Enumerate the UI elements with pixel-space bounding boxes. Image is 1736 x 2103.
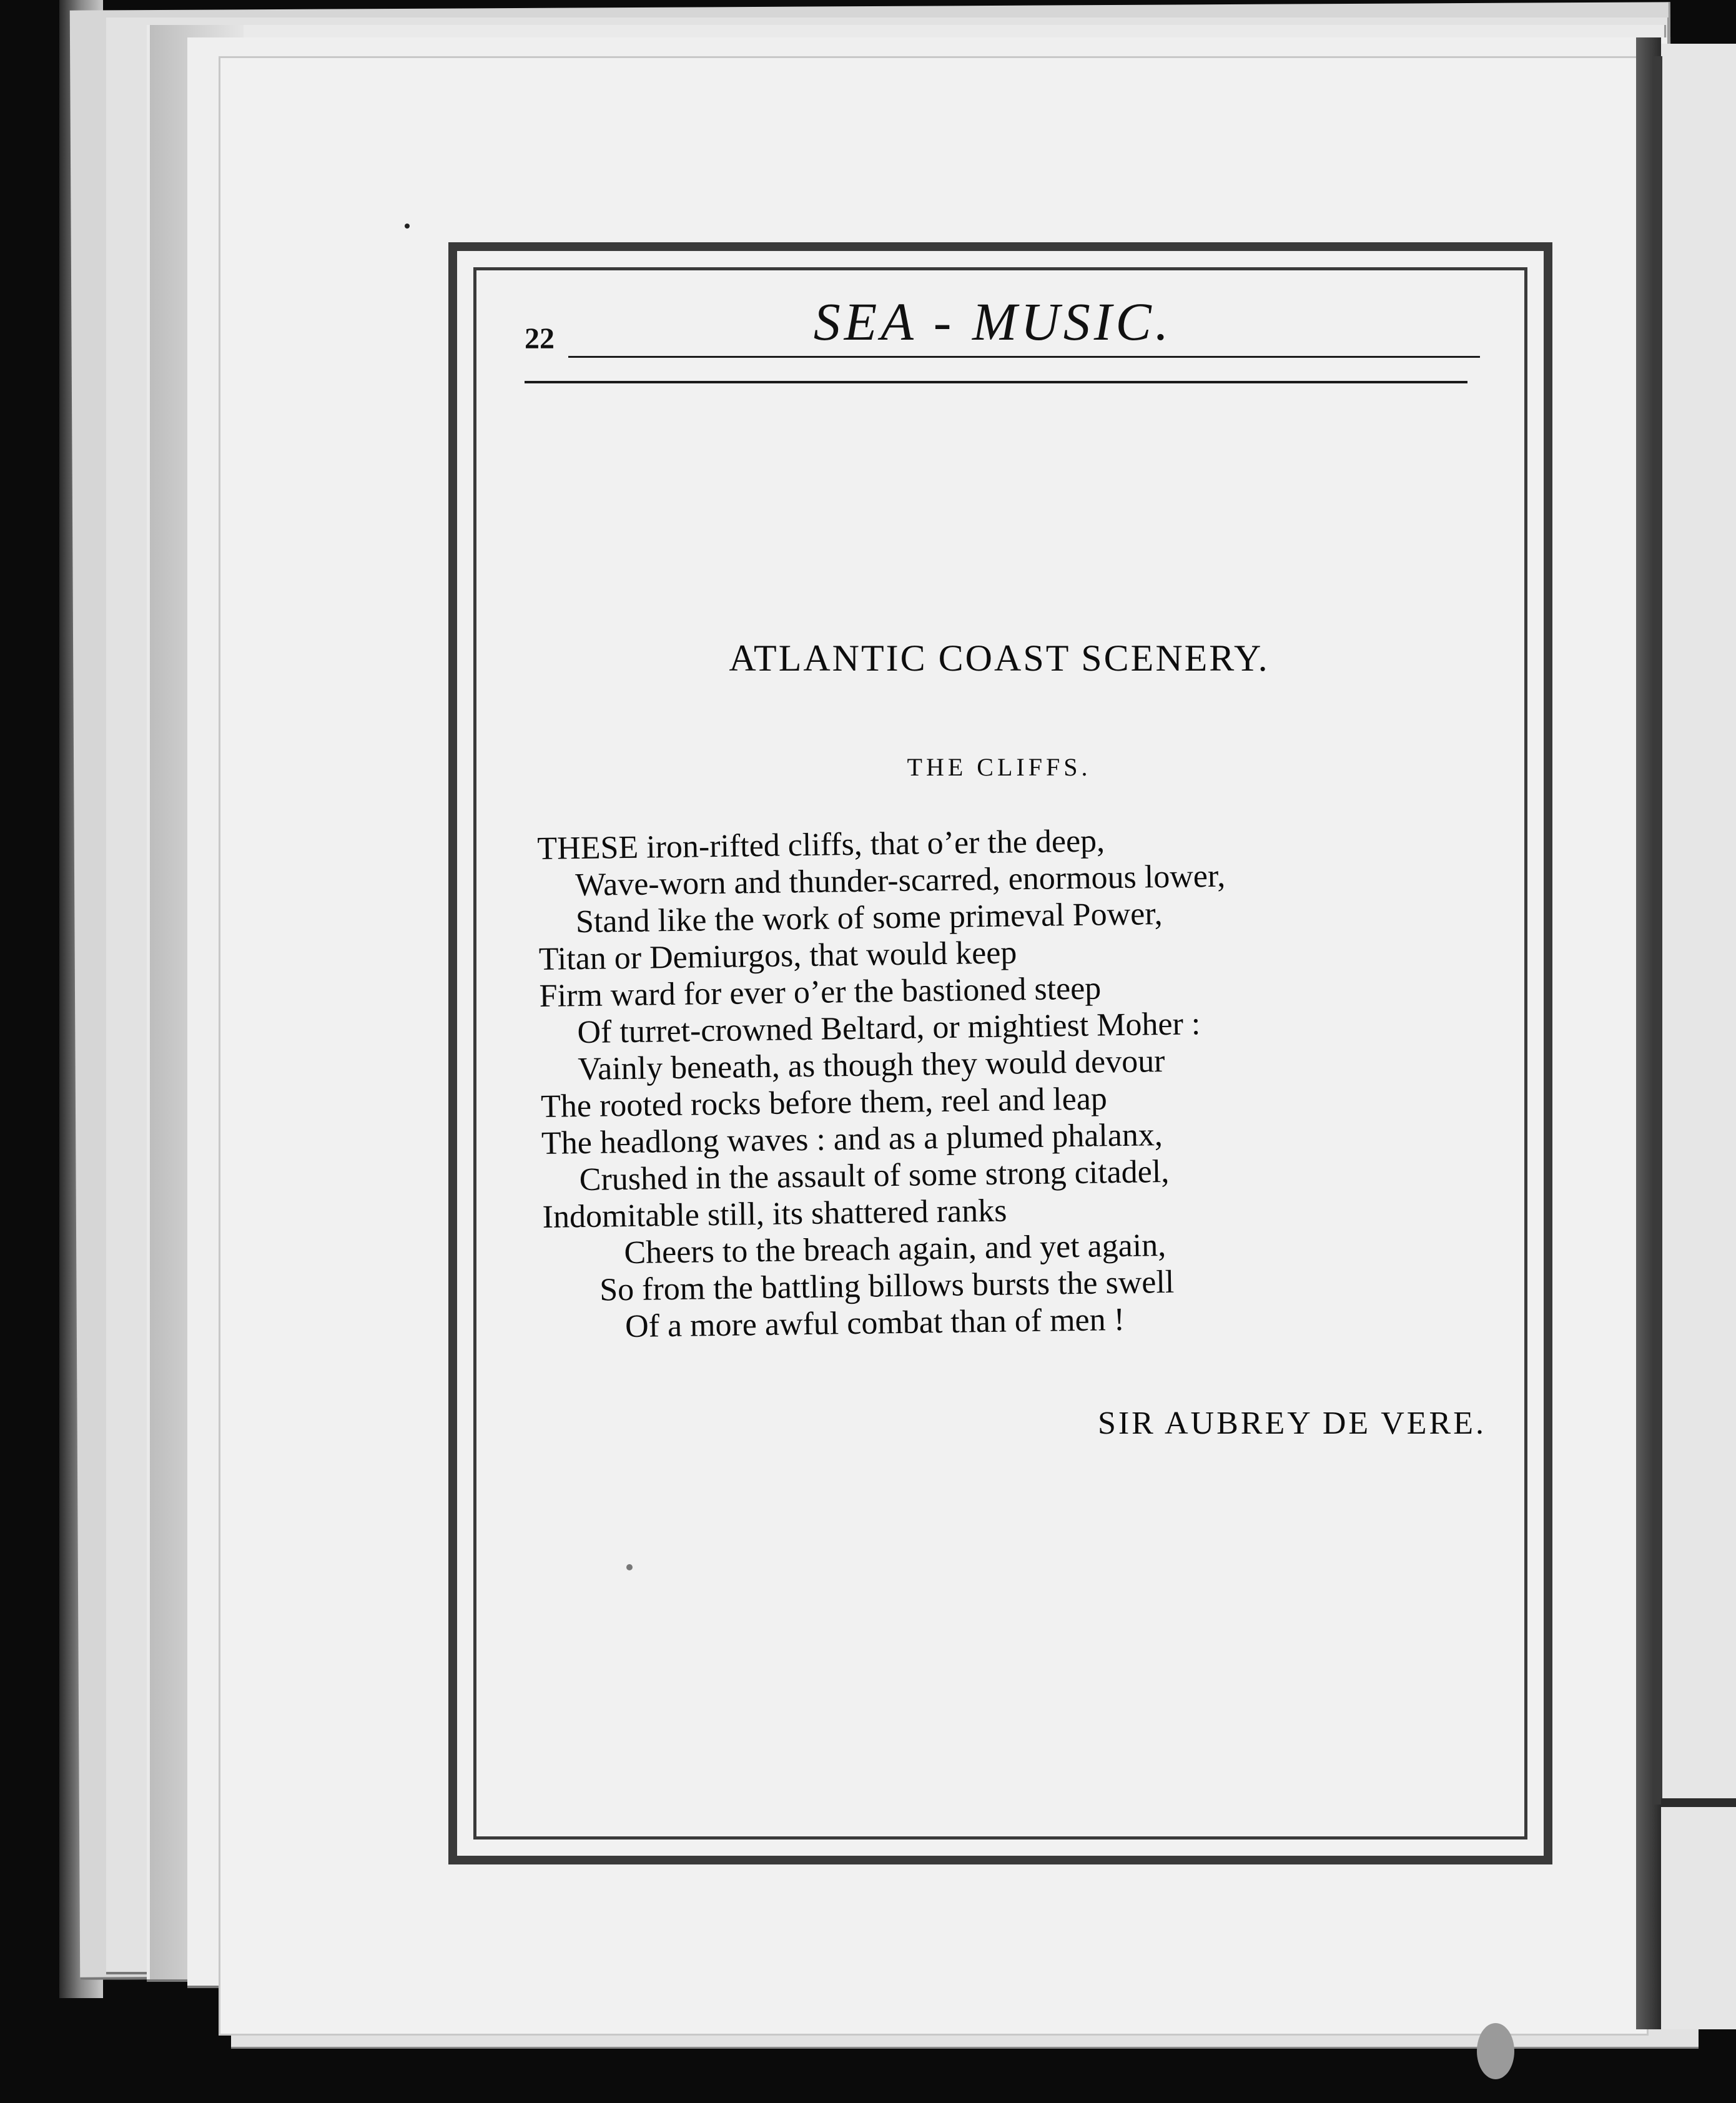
poem-attribution: SIR AUBREY DE VERE. bbox=[1097, 1406, 1486, 1441]
poem-subtitle: THE CLIFFS. bbox=[907, 753, 1092, 781]
running-head bbox=[525, 284, 1480, 378]
poem-line: The headlong waves : and as a plumed phalanx, bbox=[541, 1117, 1163, 1161]
paper-speck bbox=[1477, 2023, 1514, 2079]
poem-body bbox=[537, 817, 1481, 1346]
running-title: SEA - MUSIC. bbox=[813, 292, 1173, 352]
poem-line: Cheers to the breach again, and yet again, bbox=[624, 1228, 1166, 1271]
poem-line: Vainly beneath, as though they would devour bbox=[577, 1043, 1165, 1088]
poem-line: So from the battling billows bursts the swell bbox=[599, 1264, 1175, 1308]
paper-speck bbox=[626, 1564, 633, 1570]
header-rule bbox=[525, 381, 1467, 383]
poem-line: Wave-worn and thunder-scarred, enormous lower, bbox=[575, 858, 1226, 904]
poem-line: The rooted rocks before them, reel and leap bbox=[540, 1081, 1108, 1125]
poem-line: Firm ward for ever o’er the bastioned steep bbox=[539, 970, 1102, 1014]
facing-page-frame bbox=[1661, 1798, 1736, 1807]
poem-line: THESE iron-rifted cliffs, that o’er the deep, bbox=[537, 823, 1105, 867]
poem-line: Of a more awful combat than of men ! bbox=[624, 1301, 1125, 1345]
poem-line: Titan or Demiurgos, that would keep bbox=[538, 935, 1017, 977]
facing-page-frame bbox=[1654, 56, 1662, 1805]
poem-line: Stand like the work of some primeval Power, bbox=[575, 896, 1163, 940]
paper-speck bbox=[405, 224, 410, 229]
poem-title: ATLANTIC COAST SCENERY. bbox=[729, 638, 1270, 679]
poem-line: Of turret-crowned Beltard, or mightiest Moher : bbox=[577, 1006, 1201, 1051]
page-number: 22 bbox=[525, 322, 555, 355]
poem-line: Indomitable still, its shattered ranks bbox=[542, 1193, 1007, 1235]
poem-line: Crushed in the assault of some strong citadel, bbox=[579, 1153, 1170, 1198]
header-rule bbox=[568, 356, 1480, 358]
facing-page bbox=[1661, 44, 1736, 2029]
